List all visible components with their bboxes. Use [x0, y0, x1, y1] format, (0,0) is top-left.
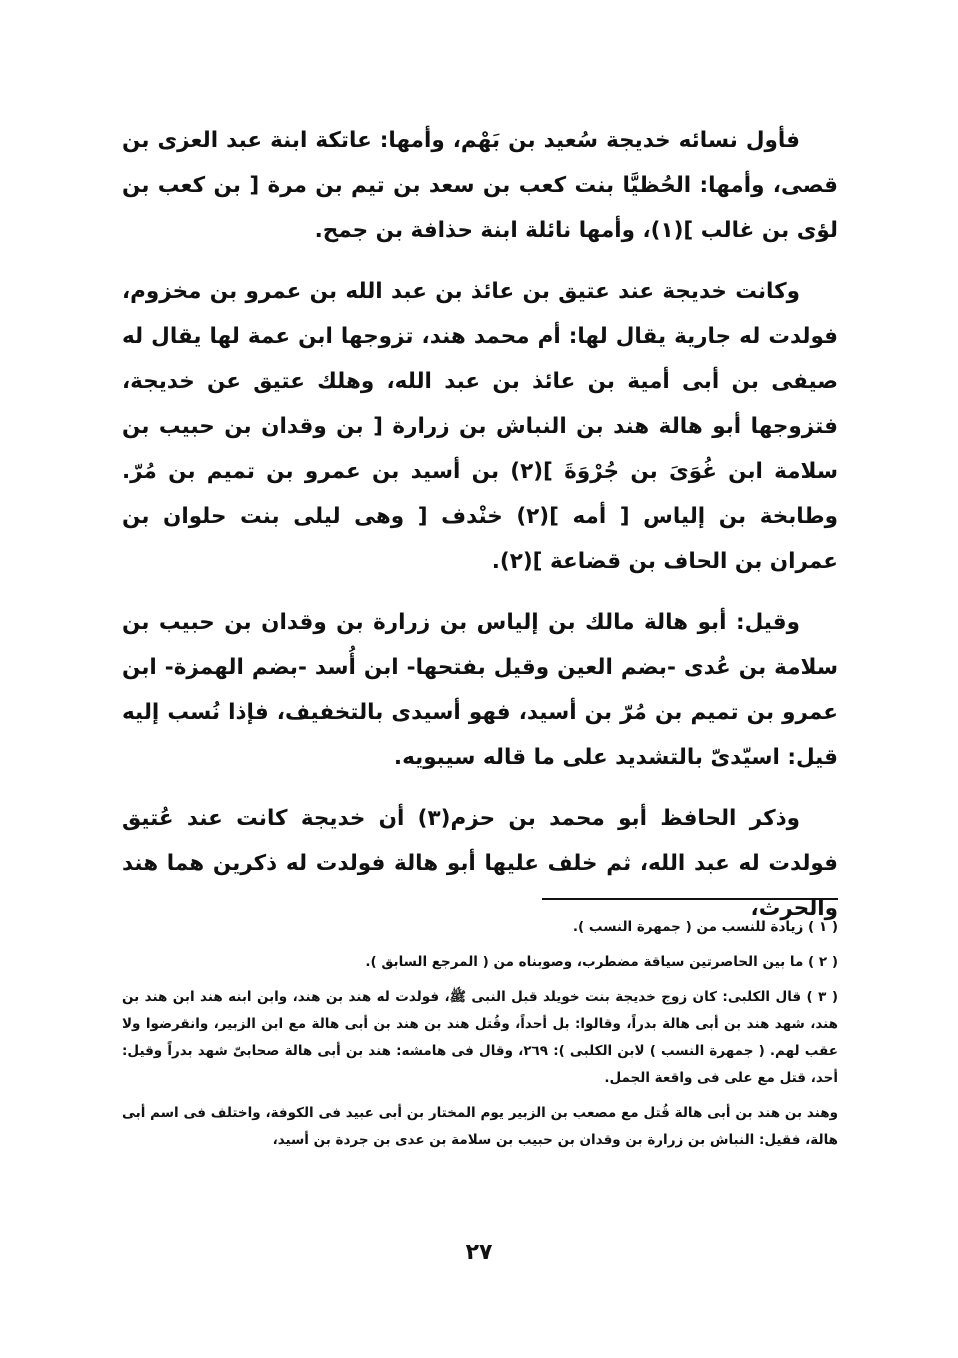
footnote-2: ( ٢ ) ما بين الحاصرتين سياقة مضطرب، وصوبناه من ( المرجع السابق ).	[365, 954, 838, 970]
paragraph-3: وقيل: أبو هالة مالك بن إلياس بن زرارة بن وقدان بن حبيب بن سلامة بن عُدى -بضم العين وقيل بفتحها- ابن أُسد -بضم الهمزة- ابن عمرو بن تميم بن مُرّ بن أسيد، فهو أسيدى بالتخفيف، فإذا نُسب إليه قيل: اسيّدىّ بالتشديد على ما قاله سيبويه.	[122, 610, 838, 770]
page-number: ٢٧	[465, 1240, 493, 1265]
paragraph-2: وكانت خديجة عند عتيق بن عائذ بن عبد الله بن عمرو بن مخزوم، فولدت له جارية يقال لها: أم محمد هند، تزوجها ابن عمة لها يقال له صيفى بن أبى أمية بن عائذ بن عبد الله، وهلك عتيق عن خديجة، فتزوجها أبو هالة هند بن النباش بن زرارة [ بن وقدان بن حبيب بن سلامة ابن غُوَىَ بن جُرْوَةَ ](٢) بن أسيد بن عمرو بن تميم بن مُرّ. وطابخة بن إلياس [ أمه ](٢) خنْدف [ وهى ليلى بنت حلوان بن عمران بن الحاف بن قضاعة ](٢).	[122, 279, 839, 574]
footnote-separator	[542, 898, 838, 900]
paragraph-1: فأول نسائه خديجة سُعيد بن بَهْم، وأمها: عاتكة ابنة عبد العزى بن قصى، وأمها: الحُظيَّا بنت كعب بن سعد بن تيم بن مرة [ بن كعب بن لؤى بن غالب ](١)، وأمها نائلة ابنة حذافة بن جمح.	[122, 128, 838, 243]
footnotes	[122, 914, 838, 1162]
paragraph-4: وذكر الحافظ أبو محمد بن حزم(٣) أن خديجة كانت عند عُتيق فولدت له عبد الله، ثم خلف عليها أبو هالة فولدت له ذكرين هما هند والحرث،	[122, 806, 838, 921]
footnote-3-continued: وهند بن هند بن أبى هالة قُتل مع مصعب بن الزبير يوم المختار بن أبى عبيد فى الكوفة، واختلف فى اسم أبى هالة، فقيل: النباش بن زرارة بن وقدان بن حبيب بن سلامة بن عدى بن جردة بن أسيد،	[122, 1105, 838, 1148]
main-text	[122, 118, 838, 947]
footnote-1: ( ١ ) زيادة للنسب من ( جمهرة النسب ).	[572, 919, 838, 935]
footnote-3: ( ٣ ) قال الكلبى: كان زوج خديجة بنت خويلد قبل النبى ﷺ، فولدت له هند بن هند، وابن ابنه هند ابن هند بن هند، شهد هند بن أبى هالة بدراً، وقالوا: بل أحداً، وقُتل هند بن هند بن أبى هالة مع ابن الزبير، وانقرضوا ولا عقب لهم. ( جمهرة النسب ) لابن الكلبى ): ٢٦٩، وقال فى هامشه: هند بن أبى هالة صحابىّ شهد بدراً وقيل: أحد، قتل مع على فى واقعة الجمل.	[122, 989, 839, 1086]
